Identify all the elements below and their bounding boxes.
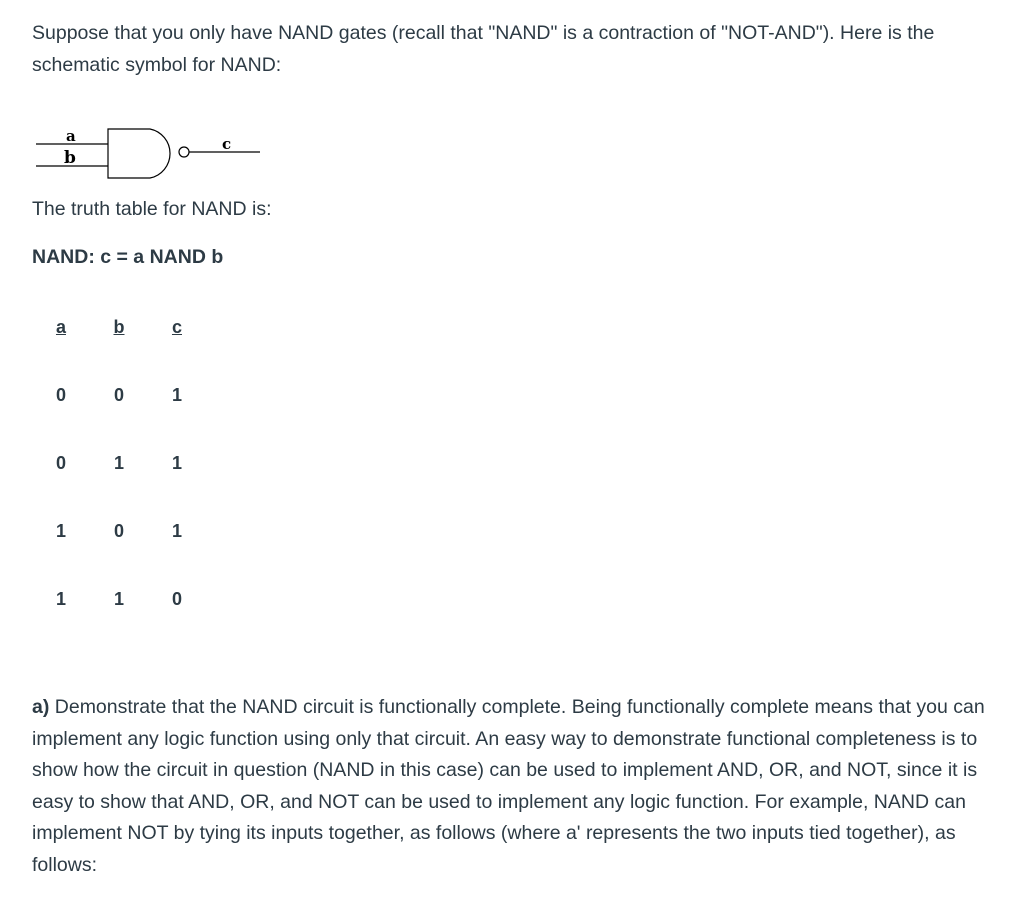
part-a-label: a): [32, 696, 50, 718]
nand-equation: NAND: c = a NAND b: [32, 246, 224, 268]
cell-a: 1: [55, 521, 66, 541]
gate-body: [108, 129, 170, 178]
header-c: c: [171, 317, 182, 337]
cell-c: 1: [171, 453, 182, 473]
table-row: [32, 378, 206, 446]
header-b: b: [113, 317, 125, 337]
cell-a: 1: [55, 589, 66, 609]
cell-c: 1: [171, 521, 182, 541]
truth-table-header-row: [32, 310, 206, 378]
gate-inversion-bubble: [179, 147, 189, 157]
gate-label-a: a: [66, 127, 76, 145]
truth-table: [32, 310, 206, 650]
cell-b: 0: [113, 521, 124, 541]
cell-b: 1: [113, 589, 124, 609]
truth-table-intro: The truth table for NAND is:: [32, 198, 272, 220]
part-a-text: Demonstrate that the NAND circuit is functionally complete. Being functionally complete means that you can implement any logic function using only that circuit. An easy way to demonstrate functional completeness is to show how the circuit in question (NAND in this case) can be used to implement AND, OR, and NOT, since it is easy to show that AND, OR, and NOT can be used to implement any logic function. For example, NAND can implement NOT by tying its inputs together, as follows (where a' represents the two inputs tied together), as follows:: [32, 696, 985, 876]
cell-a: 0: [55, 385, 66, 405]
part-a-paragraph: [32, 692, 1002, 881]
table-row: [32, 514, 206, 582]
cell-b: 0: [113, 385, 124, 405]
cell-c: 0: [171, 589, 182, 609]
gate-label-c: c: [222, 135, 232, 153]
cell-b: 1: [113, 453, 124, 473]
nand-gate-schematic: [32, 126, 272, 198]
cell-a: 0: [55, 453, 66, 473]
cell-c: 1: [171, 385, 182, 405]
header-a: a: [55, 317, 66, 337]
table-row: [32, 582, 206, 650]
intro-paragraph: Suppose that you only have NAND gates (recall that "NAND" is a contraction of "NOT-AND"). Here is the schematic symbol for NAND:: [32, 22, 935, 76]
table-row: [32, 446, 206, 514]
gate-label-b: b: [64, 148, 76, 168]
